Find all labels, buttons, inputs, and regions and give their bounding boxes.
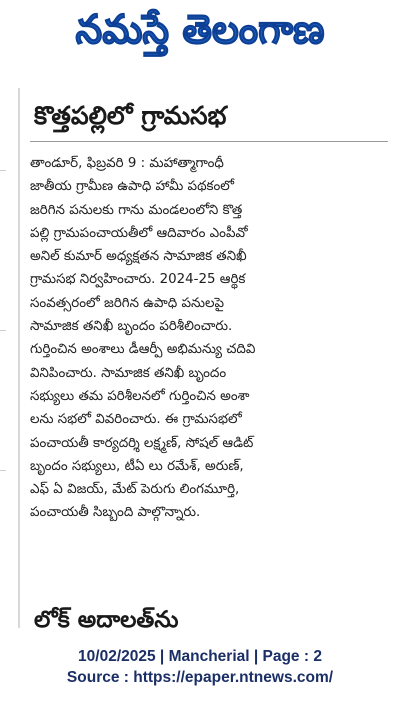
article-line: పల్లి గ్రామపంచాయతీలో ఆదివారం ఎంపీవో xyxy=(30,225,248,241)
article-line: వినిపించారు. సామాజిక తనిఖీ బృందం xyxy=(30,365,227,381)
article-line: గుర్తించిన అంశాలు డీఆర్పీ అభిమన్యు చదివి xyxy=(30,342,256,358)
margin-mark xyxy=(0,330,6,331)
footer-source: Source : https://epaper.ntnews.com/ xyxy=(66,669,334,686)
article-body xyxy=(30,152,388,525)
article-line: తాండూర్, ఫిబ్రవరి 9 : మహాత్మాగాంధీ xyxy=(30,156,224,171)
article-line: బృందం సభ్యులు, టీఏ లు రమేశ్, అరుణ్, xyxy=(30,458,244,474)
masthead-title: నమస్తే తెలంగాణ xyxy=(75,7,325,53)
article-line: ఎఫ్ ఏ విజయ్, మేట్ పెరుగు లింగమూర్తి, xyxy=(30,482,240,498)
article-line: సంవత్సరంలో జరిగిన ఉపాధి పనులపై xyxy=(30,295,225,311)
article-line: జాతీయ గ్రామీణ ఉపాధి హామీ పథకంలో xyxy=(30,179,235,195)
margin-mark xyxy=(0,470,6,471)
footer-dateline: 10/02/2025 | Mancherial | Page : 2 xyxy=(78,648,322,665)
article-line: పంచాయతీ కార్యదర్శి లక్ష్మణ్, సోషల్ ఆడిట్ xyxy=(30,435,254,451)
article-headline: కొత్తపల్లిలో గ్రామసభ xyxy=(34,101,227,130)
article-line: జరిగిన పనులకు గాను మండలంలోని కొత్త xyxy=(30,202,243,218)
newspaper-masthead xyxy=(6,4,394,66)
clipping-left-edge xyxy=(18,88,20,628)
article-line: గ్రామసభ నిర్వహించారు. 2024-25 ఆర్థిక xyxy=(30,272,246,288)
article-line: లను సభలో వివరించారు. ఈ గ్రామసభలో xyxy=(30,412,242,428)
headline-divider xyxy=(30,141,388,142)
article-line: అనిల్ కుమార్ అధ్యక్షతన సామాజిక తనిఖీ xyxy=(30,249,247,265)
article-line: పంచాయతీ సిబ్బంది పాల్గొన్నారు. xyxy=(30,505,201,521)
article-line: సభ్యులు తమ పరిశీలనలో గుర్తించిన అంశా xyxy=(30,388,250,404)
page-footer xyxy=(0,646,400,688)
margin-mark xyxy=(0,170,6,171)
article-line: సామాజిక తనిఖీ బృందం పరిశీలించారు. xyxy=(30,319,233,335)
next-article-headline: లోక్ అదాలత్‌ను xyxy=(34,607,179,628)
